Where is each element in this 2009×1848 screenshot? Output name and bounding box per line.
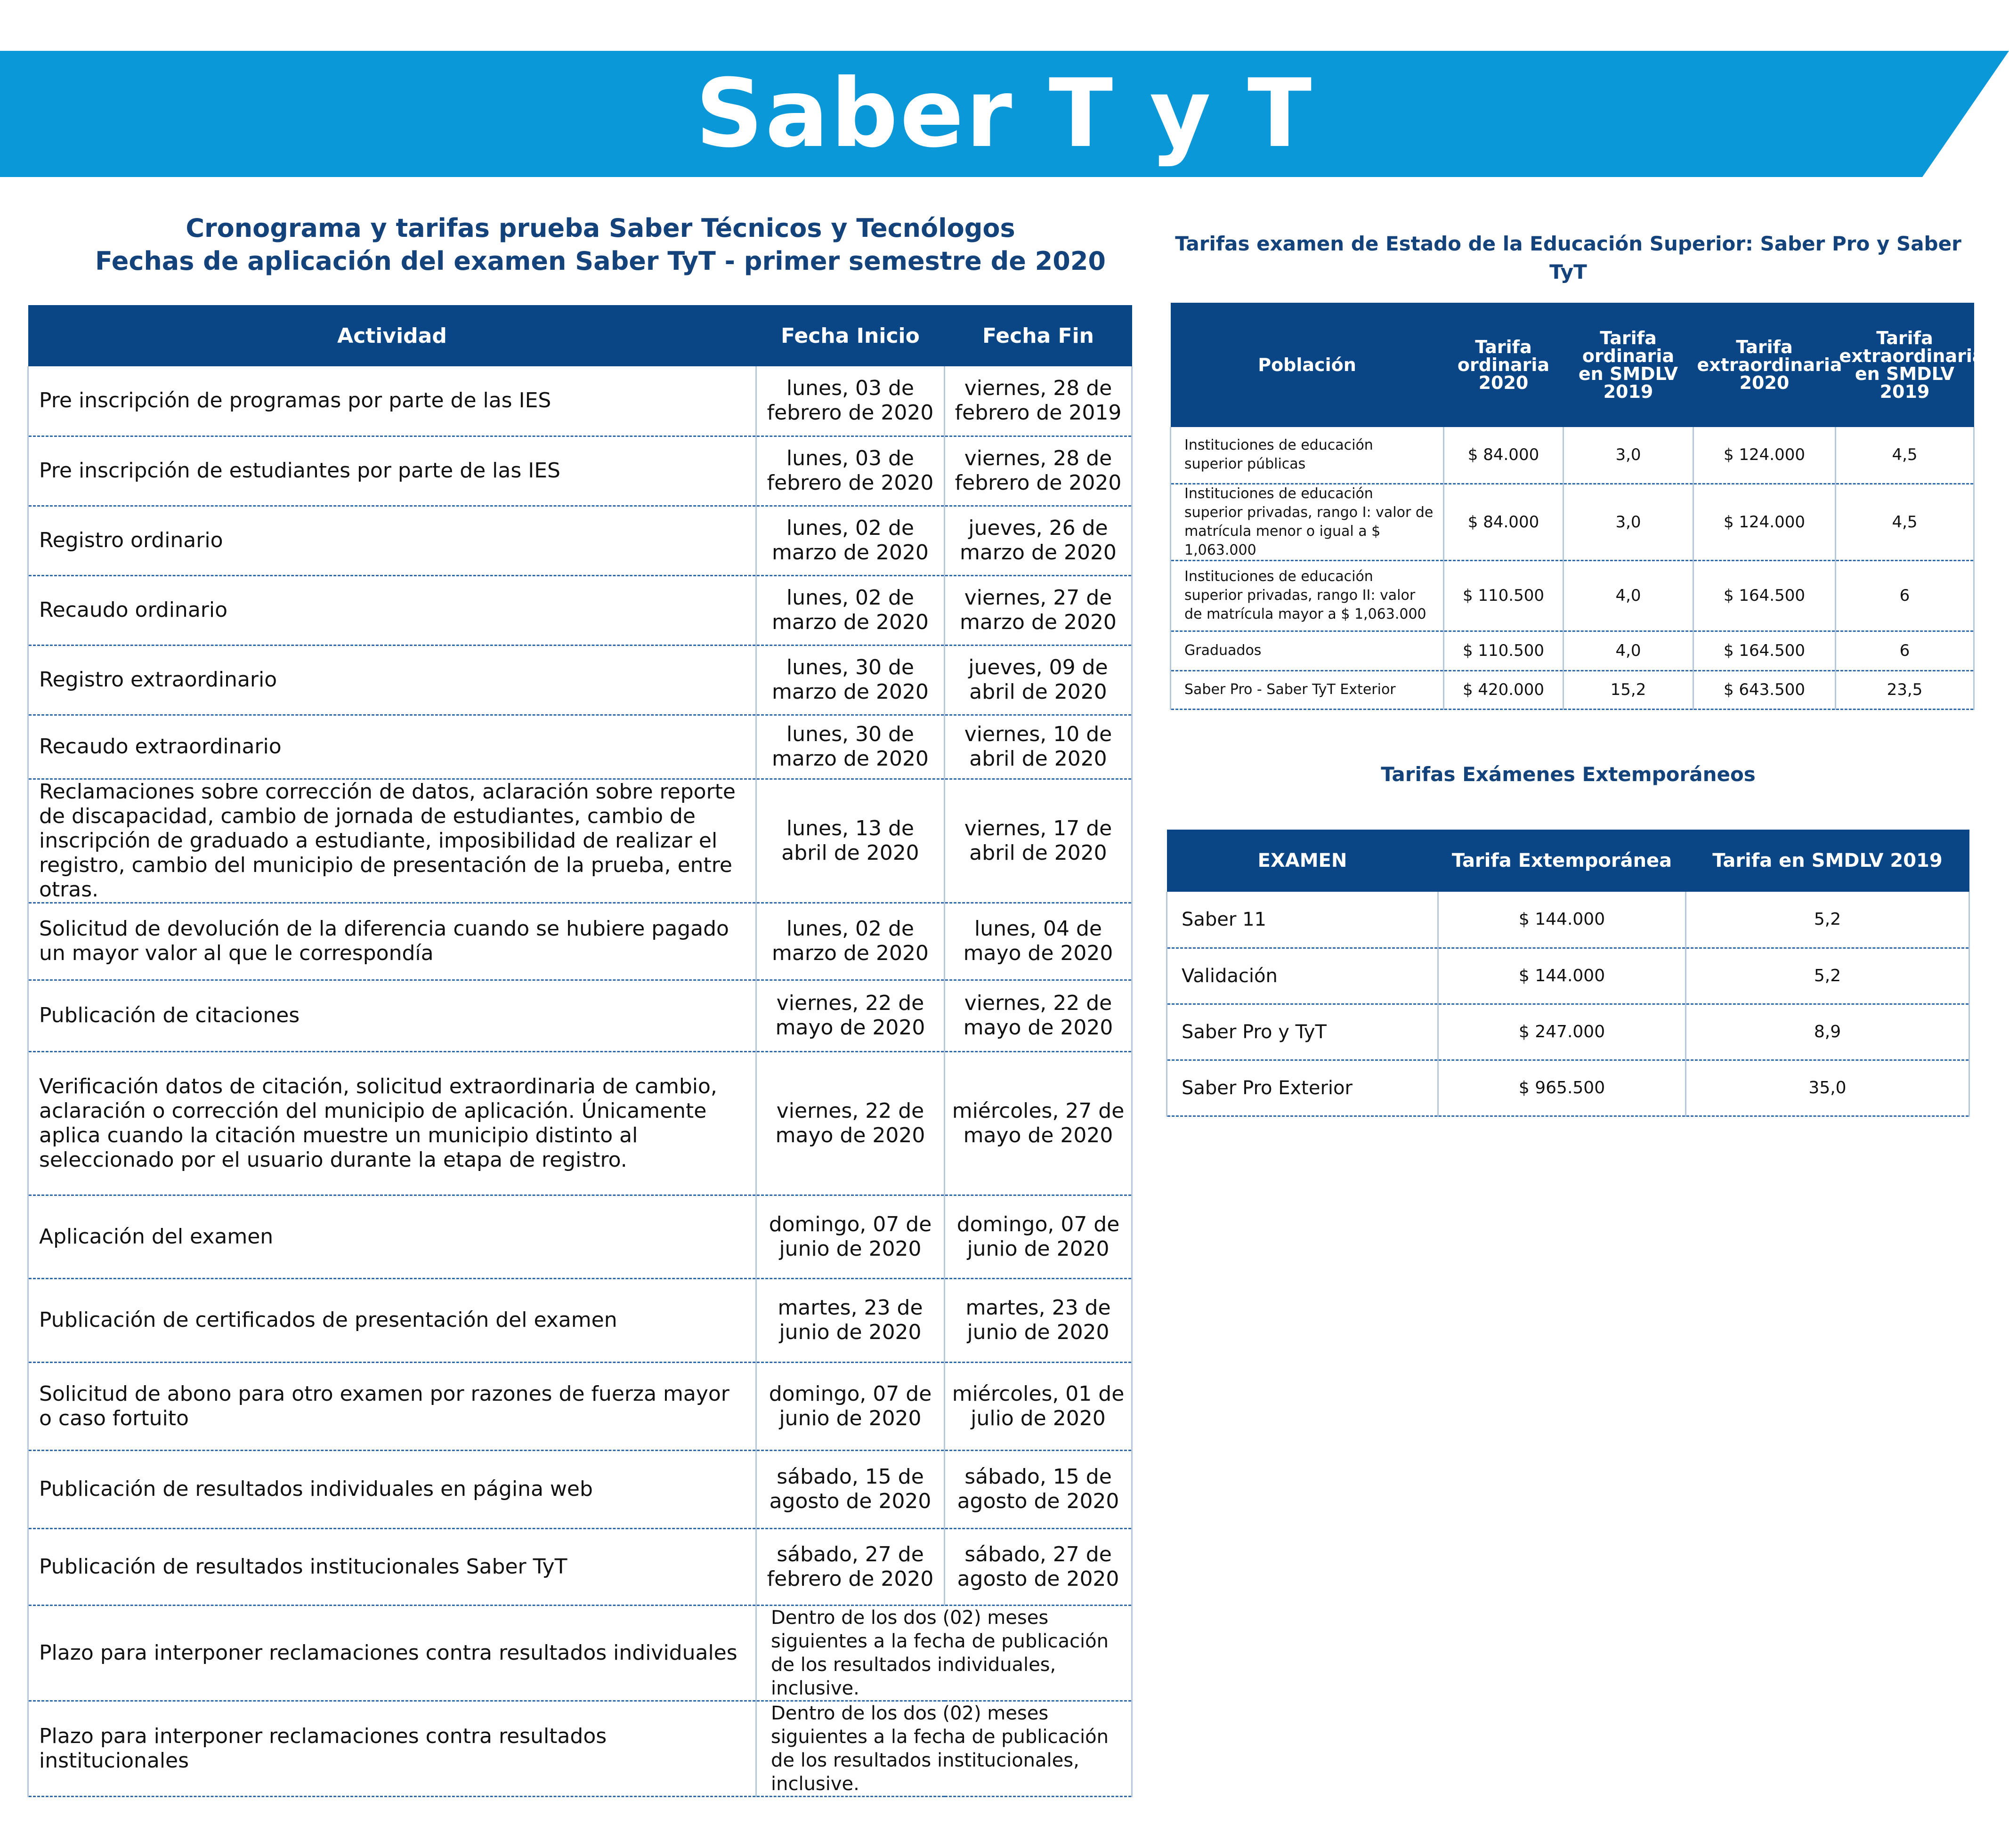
- fees-heading: Tarifas examen de Estado de la Educación Superior: Saber Pro y Saber TyT: [1175, 232, 1961, 283]
- end-date-cell: domingo, 07 de junio de 2020: [945, 1195, 1132, 1278]
- population-cell: Instituciones de educación superior públicas: [1171, 427, 1444, 484]
- start-date-cell: martes, 23 de junio de 2020: [756, 1278, 945, 1362]
- activity-cell: Pre inscripción de estudiantes por parte de las IES: [28, 436, 756, 506]
- population-cell: Instituciones de educación superior privadas, rango I: valor de matrícula menor o igual a $ 1,063.000: [1171, 484, 1444, 560]
- table-row: [28, 1051, 1132, 1195]
- end-date-cell: viernes, 17 de abril de 2020: [945, 779, 1132, 903]
- start-date-cell: lunes, 02 de marzo de 2020: [756, 506, 945, 575]
- extraordinary-smdlv-cell: 6: [1836, 560, 1974, 631]
- table-row: [28, 715, 1132, 779]
- table-row: [28, 1701, 1132, 1796]
- activity-cell: Registro ordinario: [28, 506, 756, 575]
- exam-cell: Validación: [1167, 948, 1438, 1004]
- table-row: [1167, 1060, 1969, 1116]
- table-row: [28, 1605, 1132, 1701]
- extraordinary-smdlv-cell: 6: [1836, 631, 1974, 670]
- ordinary-fee-cell: $ 420.000: [1444, 670, 1563, 709]
- table-row: [28, 1195, 1132, 1278]
- schedule-heading-line2: Fechas de aplicación del examen Saber TyT - primer semestre de 2020: [95, 246, 1106, 276]
- late-smdlv-cell: 8,9: [1686, 1004, 1969, 1060]
- activity-cell: Plazo para interponer reclamaciones contra resultados institucionales: [28, 1701, 756, 1796]
- claim-period-cell: Dentro de los dos (02) meses siguientes a la fecha de publicación de los resultados institucionales, inclusive.: [756, 1701, 1132, 1796]
- population-cell: Graduados: [1171, 631, 1444, 670]
- column-header-extraordinary-fee: Tarifa extraordinaria 2020: [1693, 303, 1836, 427]
- start-date-cell: sábado, 15 de agosto de 2020: [756, 1450, 945, 1528]
- late-fee-cell: $ 247.000: [1438, 1004, 1686, 1060]
- table-row: [1171, 560, 1974, 631]
- table-row: [28, 645, 1132, 715]
- activity-cell: Solicitud de abono para otro examen por razones de fuerza mayor o caso fortuito: [28, 1362, 756, 1450]
- late-fee-cell: $ 144.000: [1438, 948, 1686, 1004]
- late-smdlv-cell: 5,2: [1686, 948, 1969, 1004]
- extraordinary-fee-cell: $ 164.500: [1693, 631, 1836, 670]
- population-cell: Saber Pro - Saber TyT Exterior: [1171, 670, 1444, 709]
- end-date-cell: sábado, 15 de agosto de 2020: [945, 1450, 1132, 1528]
- exam-cell: Saber Pro y TyT: [1167, 1004, 1438, 1060]
- late-fees-heading: Tarifas Exámenes Extemporáneos: [1381, 763, 1756, 786]
- end-date-cell: viernes, 22 de mayo de 2020: [945, 980, 1132, 1051]
- ordinary-smdlv-cell: 4,0: [1563, 631, 1693, 670]
- start-date-cell: domingo, 07 de junio de 2020: [756, 1362, 945, 1450]
- end-date-cell: jueves, 09 de abril de 2020: [945, 645, 1132, 715]
- late-fees-header-row: [1167, 830, 1969, 892]
- table-row: [28, 436, 1132, 506]
- table-row: [1171, 484, 1974, 560]
- table-row: [28, 1278, 1132, 1362]
- start-date-cell: viernes, 22 de mayo de 2020: [756, 980, 945, 1051]
- ordinary-fee-cell: $ 110.500: [1444, 631, 1563, 670]
- claim-period-cell: Dentro de los dos (02) meses siguientes a la fecha de publicación de los resultados individuales, inclusive.: [756, 1605, 1132, 1701]
- end-date-cell: miércoles, 01 de julio de 2020: [945, 1362, 1132, 1450]
- column-header-late-smdlv: Tarifa en SMDLV 2019: [1686, 830, 1969, 892]
- end-date-cell: lunes, 04 de mayo de 2020: [945, 903, 1132, 980]
- table-row: [1167, 948, 1969, 1004]
- page-title: Saber T y T: [695, 59, 1314, 169]
- table-row: [1167, 1004, 1969, 1060]
- ordinary-fee-cell: $ 110.500: [1444, 560, 1563, 631]
- table-row: [28, 1450, 1132, 1528]
- population-cell: Instituciones de educación superior privadas, rango II: valor de matrícula mayor a $ 1,063.000: [1171, 560, 1444, 631]
- table-row: [1171, 631, 1974, 670]
- activity-cell: Pre inscripción de programas por parte de las IES: [28, 366, 756, 436]
- activity-cell: Recaudo extraordinario: [28, 715, 756, 779]
- activity-cell: Registro extraordinario: [28, 645, 756, 715]
- activity-cell: Reclamaciones sobre corrección de datos, aclaración sobre reporte de discapacidad, cambio de jornada de estudiantes, cambio de inscripción de graduado a estudiante, imposibilidad de realizar el registro, cambio del municipio de presentación de la prueba, entre otras.: [28, 779, 756, 903]
- table-row: [28, 575, 1132, 645]
- start-date-cell: lunes, 13 de abril de 2020: [756, 779, 945, 903]
- table-row: [28, 1528, 1132, 1605]
- table-row: [1171, 427, 1974, 484]
- ordinary-smdlv-cell: 4,0: [1563, 560, 1693, 631]
- extraordinary-fee-cell: $ 643.500: [1693, 670, 1836, 709]
- column-header-end-date: Fecha Fin: [945, 305, 1132, 366]
- ordinary-smdlv-cell: 15,2: [1563, 670, 1693, 709]
- extraordinary-fee-cell: $ 124.000: [1693, 427, 1836, 484]
- start-date-cell: lunes, 03 de febrero de 2020: [756, 436, 945, 506]
- exam-cell: Saber 11: [1167, 892, 1438, 948]
- schedule-heading: [28, 212, 1173, 278]
- schedule-header-row: [28, 305, 1132, 366]
- start-date-cell: sábado, 27 de febrero de 2020: [756, 1528, 945, 1605]
- start-date-cell: lunes, 02 de marzo de 2020: [756, 903, 945, 980]
- extraordinary-smdlv-cell: 23,5: [1836, 670, 1974, 709]
- end-date-cell: sábado, 27 de agosto de 2020: [945, 1528, 1132, 1605]
- activity-cell: Publicación de citaciones: [28, 980, 756, 1051]
- extraordinary-smdlv-cell: 4,5: [1836, 484, 1974, 560]
- end-date-cell: miércoles, 27 de mayo de 2020: [945, 1051, 1132, 1195]
- activity-cell: Publicación de resultados institucionales Saber TyT: [28, 1528, 756, 1605]
- late-fee-cell: $ 965.500: [1438, 1060, 1686, 1116]
- table-row: [28, 903, 1132, 980]
- extraordinary-fee-cell: $ 164.500: [1693, 560, 1836, 631]
- column-header-activity: Actividad: [28, 305, 756, 366]
- extraordinary-smdlv-cell: 4,5: [1836, 427, 1974, 484]
- schedule-heading-line1: Cronograma y tarifas prueba Saber Técnicos y Tecnólogos: [186, 213, 1015, 243]
- start-date-cell: lunes, 30 de marzo de 2020: [756, 715, 945, 779]
- activity-cell: Publicación de resultados individuales en página web: [28, 1450, 756, 1528]
- start-date-cell: lunes, 30 de marzo de 2020: [756, 645, 945, 715]
- table-row: [28, 1362, 1132, 1450]
- exam-cell: Saber Pro Exterior: [1167, 1060, 1438, 1116]
- column-header-ordinary-smdlv: Tarifa ordinaria en SMDLV 2019: [1563, 303, 1693, 427]
- end-date-cell: martes, 23 de junio de 2020: [945, 1278, 1132, 1362]
- start-date-cell: domingo, 07 de junio de 2020: [756, 1195, 945, 1278]
- end-date-cell: jueves, 26 de marzo de 2020: [945, 506, 1132, 575]
- late-fees-table: [1166, 830, 1970, 1117]
- ordinary-smdlv-cell: 3,0: [1563, 427, 1693, 484]
- ordinary-fee-cell: $ 84.000: [1444, 427, 1563, 484]
- end-date-cell: viernes, 28 de febrero de 2020: [945, 436, 1132, 506]
- table-row: [28, 980, 1132, 1051]
- start-date-cell: viernes, 22 de mayo de 2020: [756, 1051, 945, 1195]
- late-smdlv-cell: 5,2: [1686, 892, 1969, 948]
- fees-table: [1170, 303, 1985, 710]
- start-date-cell: lunes, 03 de febrero de 2020: [756, 366, 945, 436]
- activity-cell: Plazo para interponer reclamaciones contra resultados individuales: [28, 1605, 756, 1701]
- late-fee-cell: $ 144.000: [1438, 892, 1686, 948]
- start-date-cell: lunes, 02 de marzo de 2020: [756, 575, 945, 645]
- end-date-cell: viernes, 10 de abril de 2020: [945, 715, 1132, 779]
- activity-cell: Solicitud de devolución de la diferencia cuando se hubiere pagado un mayor valor al que le correspondía: [28, 903, 756, 980]
- late-smdlv-cell: 35,0: [1686, 1060, 1969, 1116]
- column-header-exam: EXAMEN: [1167, 830, 1438, 892]
- activity-cell: Publicación de certificados de presentación del examen: [28, 1278, 756, 1362]
- end-date-cell: viernes, 28 de febrero de 2019: [945, 366, 1132, 436]
- activity-cell: Verificación datos de citación, solicitud extraordinaria de cambio, aclaración o corrección del municipio de aplicación. Únicamente aplica cuando la citación muestre un municipio distinto al seleccionado por el usuario durante la etapa de registro.: [28, 1051, 756, 1195]
- table-row: [28, 779, 1132, 903]
- fees-header-row: [1171, 303, 1974, 427]
- column-header-start-date: Fecha Inicio: [756, 305, 945, 366]
- end-date-cell: viernes, 27 de marzo de 2020: [945, 575, 1132, 645]
- column-header-extraordinary-smdlv: Tarifa extraordinaria en SMDLV 2019: [1836, 303, 1974, 427]
- table-row: [28, 366, 1132, 436]
- activity-cell: Aplicación del examen: [28, 1195, 756, 1278]
- table-row: [1167, 892, 1969, 948]
- table-row: [1171, 670, 1974, 709]
- column-header-late-fee: Tarifa Extemporánea: [1438, 830, 1686, 892]
- ordinary-smdlv-cell: 3,0: [1563, 484, 1693, 560]
- table-row: [28, 506, 1132, 575]
- ordinary-fee-cell: $ 84.000: [1444, 484, 1563, 560]
- activity-cell: Recaudo ordinario: [28, 575, 756, 645]
- extraordinary-fee-cell: $ 124.000: [1693, 484, 1836, 560]
- column-header-population: Población: [1171, 303, 1444, 427]
- column-header-ordinary-fee: Tarifa ordinaria 2020: [1444, 303, 1563, 427]
- schedule-table: [27, 305, 1133, 1797]
